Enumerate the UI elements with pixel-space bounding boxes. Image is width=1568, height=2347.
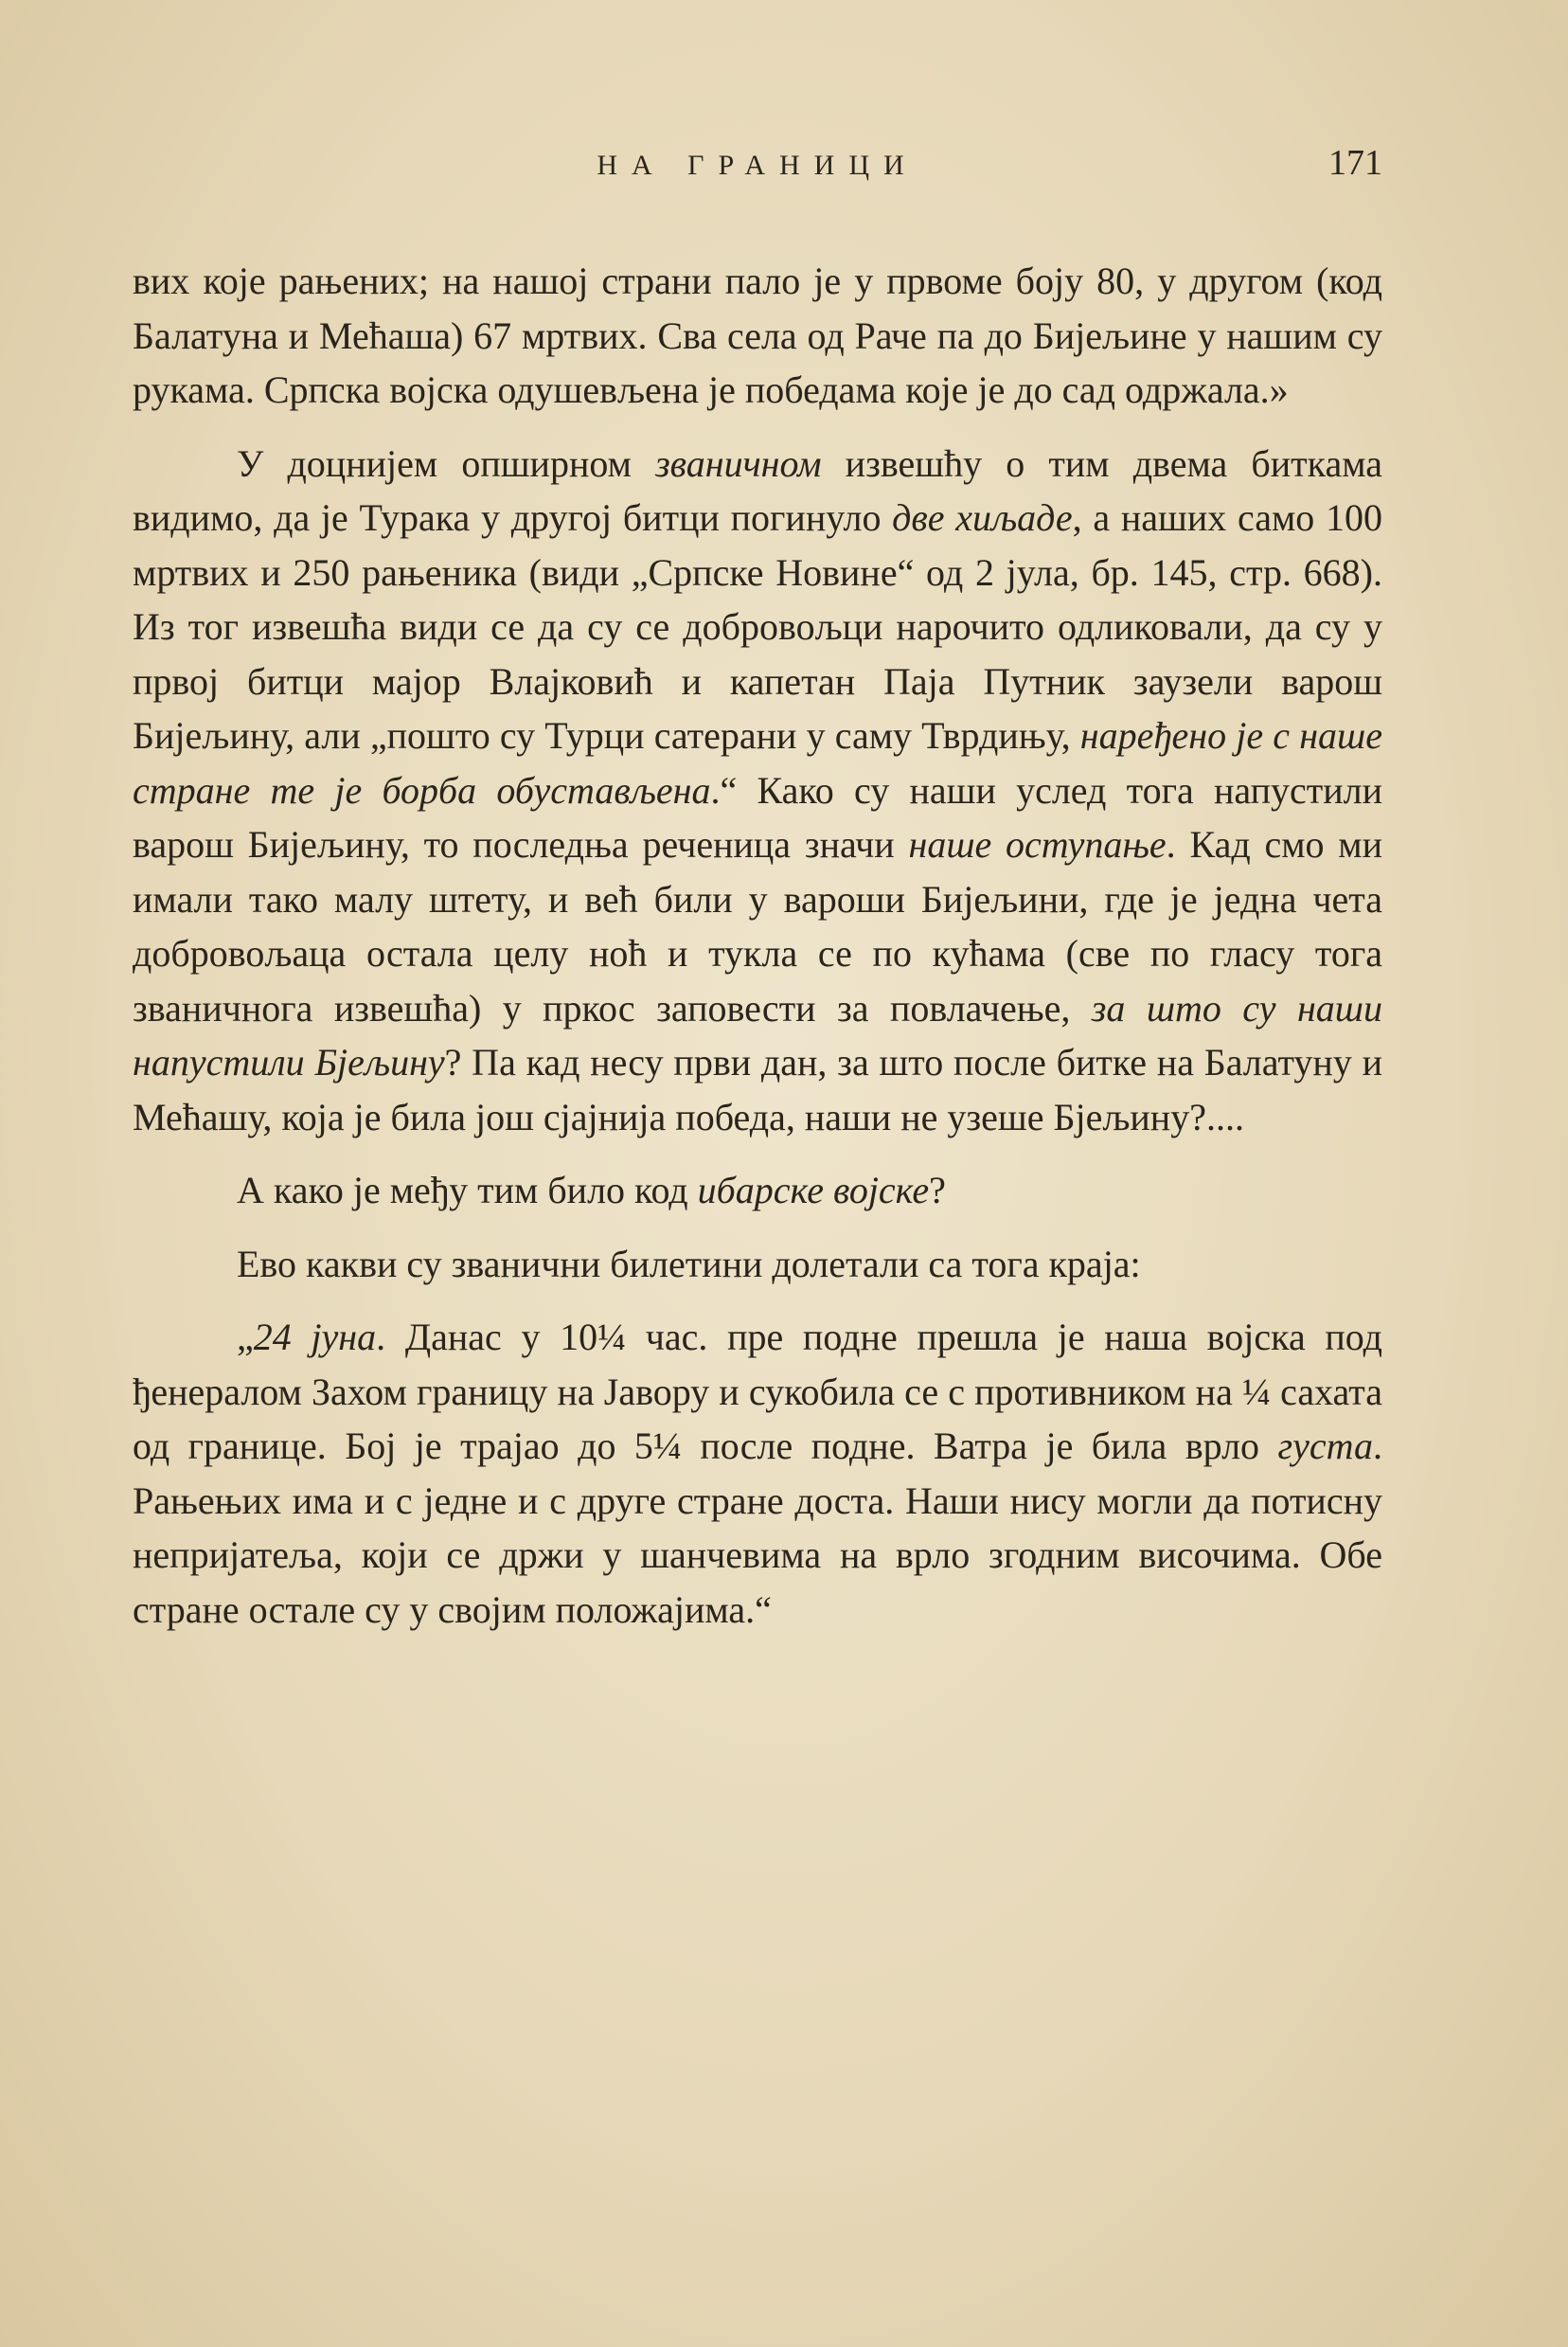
text-run: А како је међу тим било код bbox=[237, 1169, 698, 1211]
italic-text: густа bbox=[1277, 1424, 1373, 1467]
text-run: . Данас у 10¼ час. пре подне прешла је наша војска под ђенералом Захом границу на Јавору и сукобила се с противником на ¼ сахата од границе. Бој је трајао до 5¼ после подне. Ватра је била врло bbox=[133, 1316, 1382, 1467]
book-page bbox=[133, 142, 1382, 1637]
text-run: вих које рањених; на нашој страни пало је у првоме боју 80, у другом (код Балатуна и Мећаша) 67 мртвих. Сва села од Раче па до Бијељине у нашим су рукама. Српска војска одушевљена је победама које је до сад одржала.» bbox=[133, 260, 1382, 411]
text-run: Ево какви су званични билетини долетали са тога краја: bbox=[237, 1242, 1141, 1285]
italic-text: за што су наши напустили Бјељину bbox=[133, 986, 1382, 1084]
text-run: ? Па кад несу први дан, за што после битке на Балатуну и Мећашу, која је била још сјајнија победа, наши не узеше Бјељину?.... bbox=[133, 1041, 1382, 1138]
text-run: ? bbox=[929, 1169, 946, 1211]
italic-text: званичном bbox=[655, 441, 822, 485]
italic-text: наше оступање bbox=[908, 823, 1167, 866]
text-run: извешћу о тим двема биткама видимо, да је Турака у другој битци погинуло bbox=[133, 441, 1383, 539]
italic-text: 24 јуна bbox=[253, 1316, 377, 1358]
italic-text: наређено је с наше стране те је борба обустављена bbox=[133, 714, 1382, 812]
paragraph bbox=[133, 254, 1382, 418]
italic-text: две хиљаде bbox=[892, 496, 1073, 539]
paragraph bbox=[133, 1310, 1382, 1637]
text-run: .“ Како су наши услед тога напустили варош Бијељину, то последња реченица значи bbox=[133, 768, 1383, 866]
text-run: „ bbox=[237, 1316, 254, 1358]
text-run: , а наших само 100 мртвих и 250 рањеника (види „Српске Новине“ од 2 јула, бр. 145, стр. 668). Из тог извешћа види се да су се добровољци нарочито одликовали, да су у првој битци мајор Влајковић и капетан Паја Путник заузели варош Бијељину, али „пошто су Турци сатерани у саму Тврдињу, bbox=[133, 496, 1382, 757]
text-run: . Кад смо ми имали тако малу штету, и већ били у вароши Бијељини, где је једна чета добровољаца остала целу ноћ и тукла се по кућама (све по гласу тога званичнога извешћа) у пркос заповести за повлачење, bbox=[133, 823, 1383, 1030]
paragraph bbox=[133, 1163, 1382, 1218]
body-text bbox=[133, 254, 1382, 1637]
page-header bbox=[133, 142, 1382, 199]
paragraph bbox=[133, 437, 1382, 1145]
italic-text: ибарске војске bbox=[697, 1169, 930, 1211]
running-head: НА ГРАНИЦИ bbox=[597, 150, 918, 181]
text-run: У доцнијем опширном bbox=[237, 441, 656, 485]
text-run: . Рањењих има и с једне и с друге стране доста. Наши нису могли да потисну непријатеља, који се држи у шанчевима на врло згодним височима. Обе стране остале су у својим положајима.“ bbox=[133, 1424, 1382, 1631]
paragraph bbox=[133, 1237, 1382, 1292]
page-number: 171 bbox=[1328, 143, 1382, 183]
